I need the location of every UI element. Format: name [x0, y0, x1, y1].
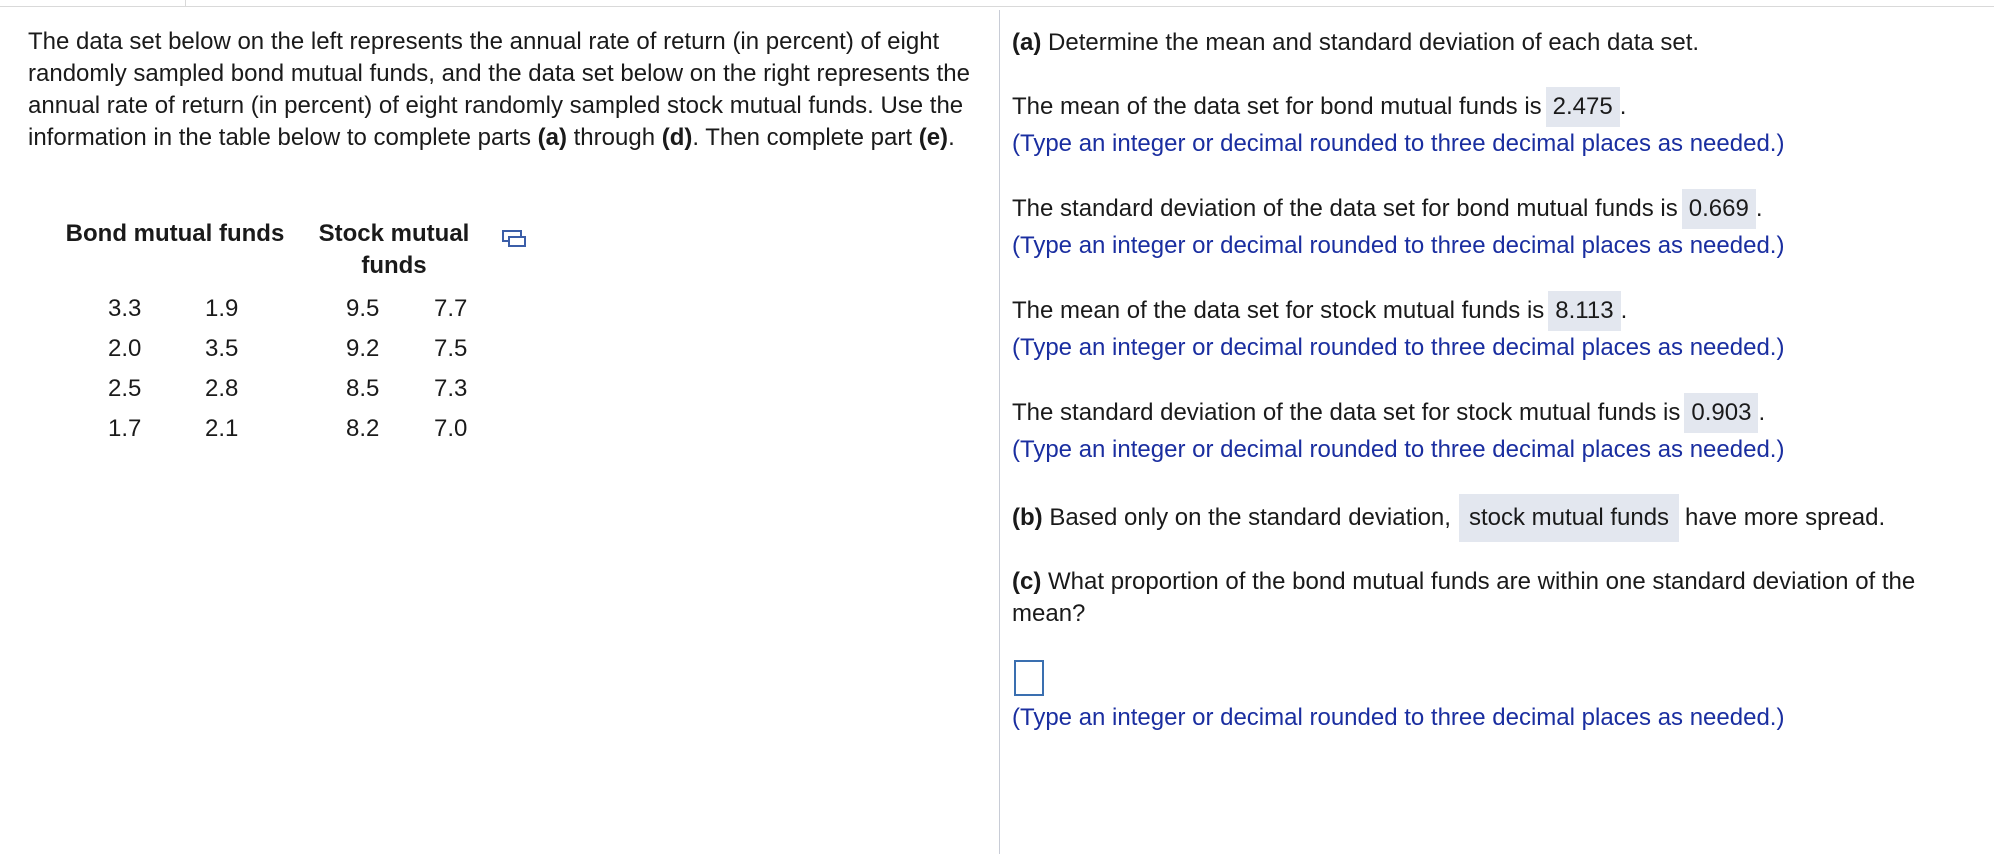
- bond-cell: 2.0: [108, 335, 142, 362]
- bond-mean-line: The mean of the data set for bond mutual funds is 2.475 .: [1012, 87, 1626, 127]
- part-b-line: (b) Based only on the standard deviation, stock mutual funds have more spread.: [1012, 494, 1885, 542]
- stock-mean-answer[interactable]: 8.113: [1548, 291, 1620, 331]
- bond-header: Bond mutual funds: [65, 220, 285, 247]
- stock-header: Stock mutual funds: [318, 220, 470, 279]
- top-rule: [0, 6, 1994, 7]
- part-a-question: (a) Determine the mean and standard deviation of each data set.: [1012, 29, 1700, 56]
- part-c-answer-input[interactable]: [1014, 660, 1044, 696]
- bond-cell: 2.1: [205, 415, 239, 442]
- stock-cell: 7.0: [434, 415, 468, 442]
- stock-cell: 9.5: [346, 295, 380, 322]
- part-c-question: (c) What proportion of the bond mutual funds are within one standard deviation of the mean?: [1012, 568, 1916, 627]
- part-c-hint: (Type an integer or decimal rounded to three decimal places as needed.): [1012, 704, 1785, 731]
- bond-mean-answer[interactable]: 2.475: [1546, 87, 1620, 127]
- bond-cell: 1.7: [108, 415, 142, 442]
- stock-sd-hint: (Type an integer or decimal rounded to three decimal places as needed.): [1012, 436, 1785, 463]
- pane-divider[interactable]: [999, 10, 1000, 854]
- bond-cell: 2.8: [205, 375, 239, 402]
- stock-cell: 8.2: [346, 415, 380, 442]
- stock-mean-line: The mean of the data set for stock mutual funds is 8.113 .: [1012, 291, 1627, 331]
- bond-cell: 3.5: [205, 335, 239, 362]
- bond-sd-line: The standard deviation of the data set for bond mutual funds is 0.669 .: [1012, 189, 1763, 229]
- stock-cell: 9.2: [346, 335, 380, 362]
- part-b-answer[interactable]: stock mutual funds: [1459, 494, 1679, 542]
- bond-sd-hint: (Type an integer or decimal rounded to three decimal places as needed.): [1012, 232, 1785, 259]
- copy-data-icon[interactable]: [502, 228, 528, 250]
- bond-cell: 3.3: [108, 295, 142, 322]
- bond-cell: 1.9: [205, 295, 239, 322]
- problem-intro: The data set below on the left represents the annual rate of return (in percent) of eight randomly sampled bond mutual funds, and the data set below on the right represents the annual rate of return (in percent) of eight randomly sampled stock mutual funds. Use the information in the table below to complete parts (a) through (d). Then complete part (e).: [28, 28, 970, 151]
- stock-cell: 8.5: [346, 375, 380, 402]
- bond-sd-answer[interactable]: 0.669: [1682, 189, 1756, 229]
- bond-cell: 2.5: [108, 375, 142, 402]
- top-tick: [185, 0, 186, 6]
- stock-mean-hint: (Type an integer or decimal rounded to three decimal places as needed.): [1012, 334, 1785, 361]
- left-pane: [28, 26, 983, 154]
- bond-mean-hint: (Type an integer or decimal rounded to three decimal places as needed.): [1012, 130, 1785, 157]
- stock-sd-answer[interactable]: 0.903: [1684, 393, 1758, 433]
- stock-cell: 7.7: [434, 295, 468, 322]
- stock-cell: 7.5: [434, 335, 468, 362]
- stock-sd-line: The standard deviation of the data set for stock mutual funds is 0.903 .: [1012, 393, 1765, 433]
- stock-cell: 7.3: [434, 375, 468, 402]
